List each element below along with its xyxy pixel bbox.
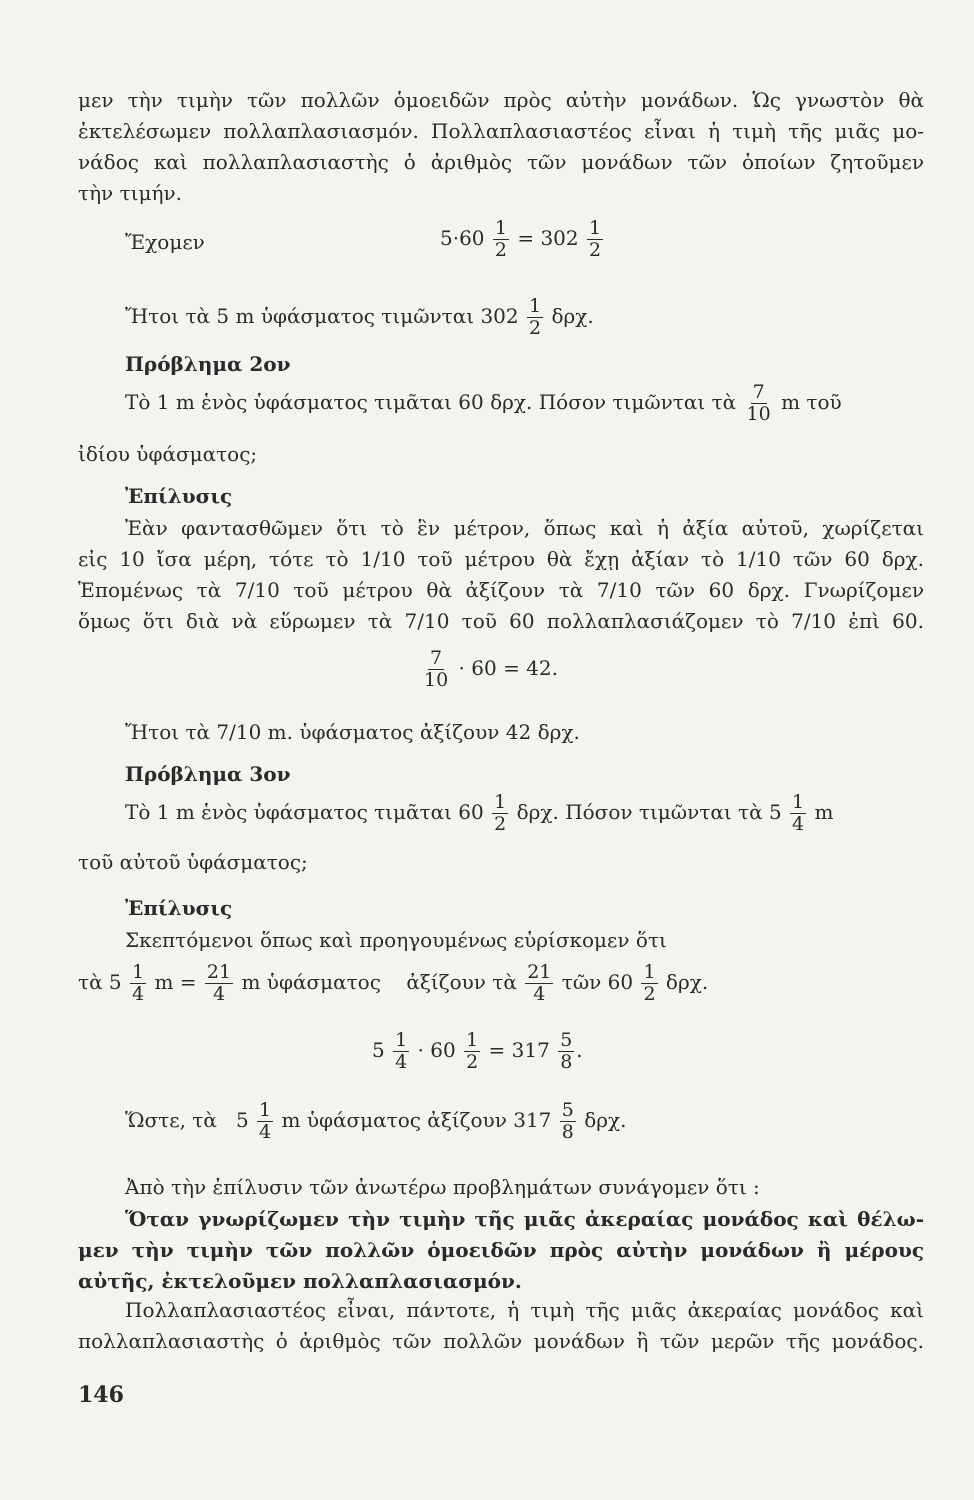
fraction: $\frac{1}{2}$: [643, 961, 656, 1005]
problem-2-solution-line-2: εἰς 10 ἴσα μέρη, τότε τὸ 1/10 τοῦ μέτρου θὰ ἔχῃ ἀξίαν τὸ 1/10 τῶν 60 δρχ.: [78, 547, 924, 571]
fraction: $\frac{1}{4}$: [132, 961, 145, 1005]
problem-2-line-1: Τὸ 1 m ἑνὸς ὑφάσματος τιμᾶται 60 δρχ. Πόσον τιμῶνται τὰ $\frac{7}{10}$ m τοῦ: [125, 381, 842, 425]
echomen-pre: 5·60: [440, 226, 485, 250]
intro-line-2: ἐκτελέσωμεν πολλαπλασιασμόν. Πολλαπλασιαστέος εἶναι ἡ τιμὴ τῆς μιᾶς μο-: [78, 119, 924, 143]
problem-3-line-1: Τὸ 1 m ἑνὸς ὑφάσματος τιμᾶται 60 $\frac{1}{2}$ δρχ. Πόσον τιμῶνται τὰ 5 $\frac{1}{4}$ m: [125, 791, 834, 835]
final-line-2: πολλαπλασιαστὴς ὁ ἀριθμὸς τῶν πολλῶν μονάδων ἢ τῶν μερῶν τῆς μονάδος.: [78, 1329, 924, 1353]
fraction: $\frac{7}{10}$: [746, 381, 771, 425]
problem-2-conclusion: Ἤτοι τὰ 7/10 m. ὑφάσματος ἀξίζουν 42 δρχ.: [125, 720, 580, 744]
intro-line-4: τὴν τιμήν.: [78, 181, 182, 205]
problem-2-solution-title: Ἐπίλυσις: [125, 484, 233, 508]
rule-line-2: μεν τὴν τιμὴν τῶν πολλῶν ὁμοειδῶν πρὸς αὐτὴν μονάδων ἢ μέρους: [78, 1238, 924, 1262]
problem-2-solution-line-1: Ἐὰν φαντασθῶμεν ὅτι τὸ ἓν μέτρον, ὅπως καὶ ἡ ἀξία αὐτοῦ, χωρίζεται: [125, 516, 924, 540]
fraction: $\frac{21}{4}$: [206, 961, 232, 1005]
problem-2-solution-line-3: Ἑπομένως τὰ 7/10 τοῦ μέτρου θὰ ἀξίζουν τὰ 7/10 τῶν 60 δρχ. Γνωρίζομεν: [78, 578, 924, 602]
fraction: $\frac{1}{2}$: [494, 217, 507, 261]
problem-3-solution-line: Σκεπτόμενοι ὅπως καὶ προηγουμένως εὑρίσκομεν ὅτι: [125, 928, 667, 952]
intro-line-3: νάδος καὶ πολλαπλασιαστὴς ὁ ἀριθμὸς τῶν μονάδων τῶν ὁποίων ζητοῦμεν: [78, 150, 924, 174]
conclusion-intro: Ἀπὸ τὴν ἐπίλυσιν τῶν ἀνωτέρω προβλημάτων συνάγομεν ὅτι :: [125, 1175, 760, 1199]
problem-2-equation: $\frac{7}{10}$ · 60 = 42.: [424, 647, 558, 691]
fraction: $\frac{1}{4}$: [792, 791, 805, 835]
fraction: $\frac{1}{4}$: [259, 1099, 272, 1143]
fraction: $\frac{1}{2}$: [528, 295, 542, 339]
itoi-line-1: Ἤτοι τὰ 5 m ὑφάσματος τιμῶνται 302 $\frac{1}{2}$ δρχ.: [125, 295, 594, 339]
problem-2-title: Πρόβλημα 2ον: [125, 352, 291, 376]
fraction: $\frac{1}{4}$: [395, 1029, 408, 1073]
problem-3-equation-2: 5 $\frac{1}{4}$ · 60 $\frac{1}{2}$ = 317 $\frac{5}{8}$ .: [372, 1029, 583, 1073]
problem-3-equation-1: τὰ 5 $\frac{1}{4}$ m = $\frac{21}{4}$ m ὑφάσματος ἀξίζουν τὰ $\frac{21}{4}$ τῶν 60 $\frac{1}{2}$ δρχ.: [78, 961, 709, 1005]
rule-line-3: αὐτῆς, ἐκτελοῦμεν πολλαπλασιασμόν.: [78, 1269, 522, 1293]
echomen-label: Ἔχομεν: [125, 230, 205, 254]
problem-3-equation-3: Ὥστε, τὰ 5 $\frac{1}{4}$ m ὑφάσματος ἀξίζουν 317 $\frac{5}{8}$ δρχ.: [125, 1099, 627, 1143]
fraction: $\frac{1}{2}$: [589, 217, 602, 261]
intro-line-1: μεν τὴν τιμὴν τῶν πολλῶν ὁμοειδῶν πρὸς αὐτὴν μονάδων. Ὡς γνωστὸν θὰ: [78, 88, 924, 112]
page-number: 146: [78, 1382, 124, 1408]
final-line-1: Πολλαπλασιαστέος εἶναι, πάντοτε, ἡ τιμὴ τῆς μιᾶς ἀκεραίας μονάδος καὶ: [125, 1298, 924, 1322]
problem-3-solution-title: Ἐπίλυσις: [125, 896, 233, 920]
fraction: $\frac{7}{10}$: [424, 647, 449, 691]
problem-2-solution-line-4: ὅμως ὅτι διὰ νὰ εὕρωμεν τὰ 7/10 τοῦ 60 πολλαπλασιάζομεν τὸ 7/10 ἐπὶ 60.: [78, 609, 924, 633]
problem-3-title: Πρόβλημα 3ον: [125, 762, 291, 786]
problem-2-line-2: ἰδίου ὑφάσματος;: [78, 442, 258, 466]
fraction: $\frac{1}{2}$: [494, 791, 507, 835]
problem-3-line-2: τοῦ αὐτοῦ ὑφάσματος;: [78, 850, 308, 874]
fraction: $\frac{1}{2}$: [466, 1029, 479, 1073]
echomen-equation: [440, 218, 605, 261]
echomen-mid: = 302: [517, 226, 579, 250]
fraction: $\frac{5}{8}$: [561, 1099, 574, 1143]
fraction: $\frac{21}{4}$: [527, 961, 552, 1005]
fraction: $\frac{5}{8}$: [560, 1029, 573, 1073]
rule-line-1: Ὅταν γνωρίζωμεν τὴν τιμὴν τῆς μιᾶς ἀκεραίας μονάδος καὶ θέλω-: [125, 1207, 924, 1231]
